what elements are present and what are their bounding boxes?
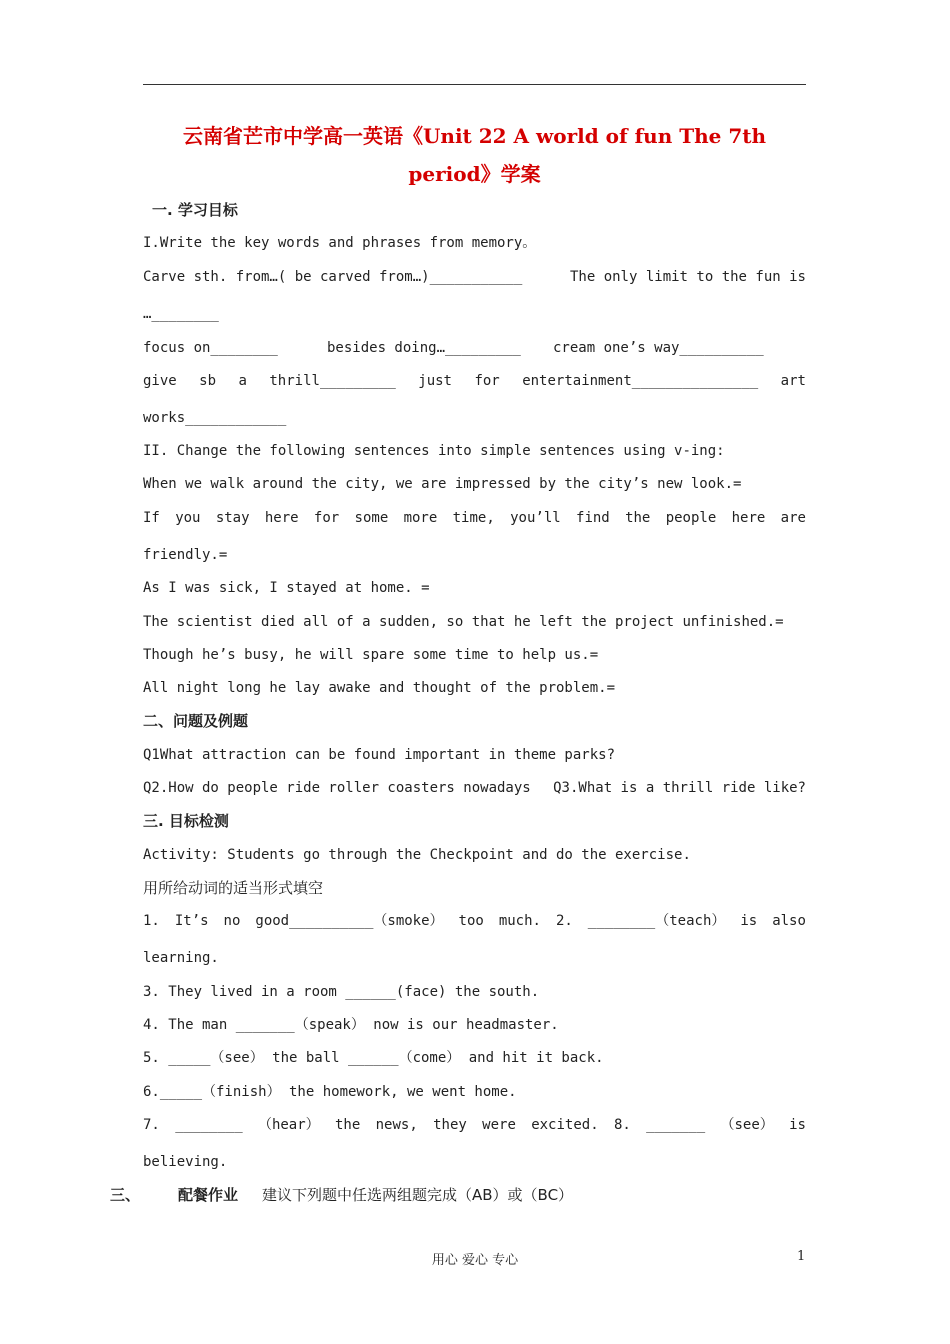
- word: some: [354, 510, 389, 526]
- exercise-5: 5. _____（see） the ball ______（come） and hit it back.: [143, 1050, 604, 1066]
- phrase-besides: besides doing…_________: [327, 340, 521, 356]
- word: If: [143, 510, 160, 526]
- section4-number: 三、: [110, 1186, 141, 1204]
- doc-title-line2: period》学案: [408, 162, 541, 186]
- sentence-3: As I was sick, I stayed at home. =: [143, 580, 430, 596]
- word: news,: [375, 1117, 418, 1133]
- word: _______: [646, 1117, 706, 1133]
- section4-line: [110, 1185, 810, 1205]
- word: for: [313, 510, 340, 526]
- questions-2-3: [143, 778, 806, 798]
- word: good__________（smoke）: [255, 913, 444, 929]
- word: ________: [175, 1117, 243, 1133]
- word: the: [335, 1117, 361, 1133]
- word: 8.: [613, 1117, 631, 1133]
- word: give: [143, 373, 177, 389]
- word: just: [418, 373, 452, 389]
- word: you’ll: [510, 510, 561, 526]
- exercise-3: 3. They lived in a room ______(face) the south.: [143, 984, 540, 1000]
- word: you: [175, 510, 201, 526]
- word: 2.: [555, 913, 573, 929]
- part2-instruction: II. Change the following sentences into simple sentences using v-ing:: [143, 443, 725, 459]
- word: a: [238, 373, 247, 389]
- word: excited.: [531, 1117, 599, 1133]
- question-2: Q2.How do people ride roller coasters nowadays: [143, 780, 531, 796]
- exercise-1-2: [143, 911, 806, 931]
- exercise-2-cont: learning.: [143, 950, 219, 966]
- word: here: [731, 510, 766, 526]
- page-footer: 用心 爱心 专心: [431, 1253, 519, 1268]
- word: time,: [452, 510, 495, 526]
- word: find: [576, 510, 610, 526]
- phrase-row-1-cont: …________: [143, 306, 219, 322]
- sentence-2-cont: friendly.=: [143, 547, 228, 563]
- word: 7.: [143, 1117, 160, 1133]
- exercise-6: 6._____（finish） the homework, we went home.: [143, 1084, 517, 1100]
- word: no: [223, 913, 241, 929]
- word: ________（teach）: [587, 913, 726, 929]
- word: for: [474, 373, 500, 389]
- phrase-row-3-cont: works____________: [143, 410, 287, 426]
- phrase-carve: Carve sth. from…( be carved from…)___________: [143, 269, 523, 285]
- word: also: [772, 913, 806, 929]
- word: the: [625, 510, 651, 526]
- phrase-row-3: [143, 371, 806, 391]
- word: more: [403, 510, 438, 526]
- exercise-instruction: 用所给动词的适当形式填空: [143, 879, 324, 897]
- exercise-7-8: [143, 1115, 806, 1135]
- doc-title-line1: 云南省芒市中学高一英语《Unit 22 A world of fun The 7th: [182, 124, 767, 148]
- question-1: Q1What attraction can be found important in theme parks?: [143, 747, 616, 763]
- sentence-1: When we walk around the city, we are impressed by the city’s new look.=: [143, 476, 742, 492]
- word: here: [264, 510, 299, 526]
- word: entertainment_______________: [522, 373, 759, 389]
- phrase-row-2: [143, 338, 806, 358]
- word: people: [665, 510, 717, 526]
- activity-text: Activity: Students go through the Checkpoint and do the exercise.: [143, 847, 691, 863]
- word: is: [740, 913, 758, 929]
- word: sb: [199, 373, 217, 389]
- phrase-focus: focus on________: [143, 340, 278, 356]
- phrase-cream: cream one’s way__________: [553, 340, 764, 356]
- word: were: [482, 1117, 516, 1133]
- section4-text: 建议下列题中任选两组题完成（AB）或（BC）: [262, 1186, 574, 1204]
- word: 1.: [143, 913, 160, 929]
- section2-heading: 二、问题及例题: [143, 712, 249, 730]
- top-rule: [143, 84, 806, 85]
- word: art: [780, 373, 806, 389]
- phrase-row-1: [143, 267, 806, 287]
- sentence-6: All night long he lay awake and thought of the problem.=: [143, 680, 616, 696]
- section1-heading: 一. 学习目标: [152, 201, 238, 219]
- sentence-2: [143, 508, 806, 528]
- word: （hear）: [257, 1117, 320, 1133]
- page-number: 1: [797, 1249, 806, 1264]
- word: they: [433, 1117, 467, 1133]
- phrase-only-limit: The only limit to the fun is: [569, 269, 806, 285]
- section4-title: 配餐作业: [178, 1186, 239, 1204]
- word: thrill_________: [269, 373, 396, 389]
- word: It’s: [174, 913, 209, 929]
- word: are: [780, 510, 806, 526]
- word: too: [458, 913, 484, 929]
- question-3: Q3.What is a thrill ride like?: [553, 780, 806, 796]
- exercise-8-cont: believing.: [143, 1154, 228, 1170]
- word: stay: [215, 510, 250, 526]
- word: is: [789, 1117, 806, 1133]
- part1-instruction: I.Write the key words and phrases from memory。: [143, 235, 537, 251]
- sentence-5: Though he’s busy, he will spare some time to help us.=: [143, 647, 599, 663]
- section3-heading: 三. 目标检测: [143, 812, 229, 830]
- sentence-4: The scientist died all of a sudden, so that he left the project unfinished.=: [143, 614, 784, 630]
- word: （see）: [720, 1117, 774, 1133]
- exercise-4: 4. The man _______（speak） now is our headmaster.: [143, 1017, 559, 1033]
- word: much.: [498, 913, 541, 929]
